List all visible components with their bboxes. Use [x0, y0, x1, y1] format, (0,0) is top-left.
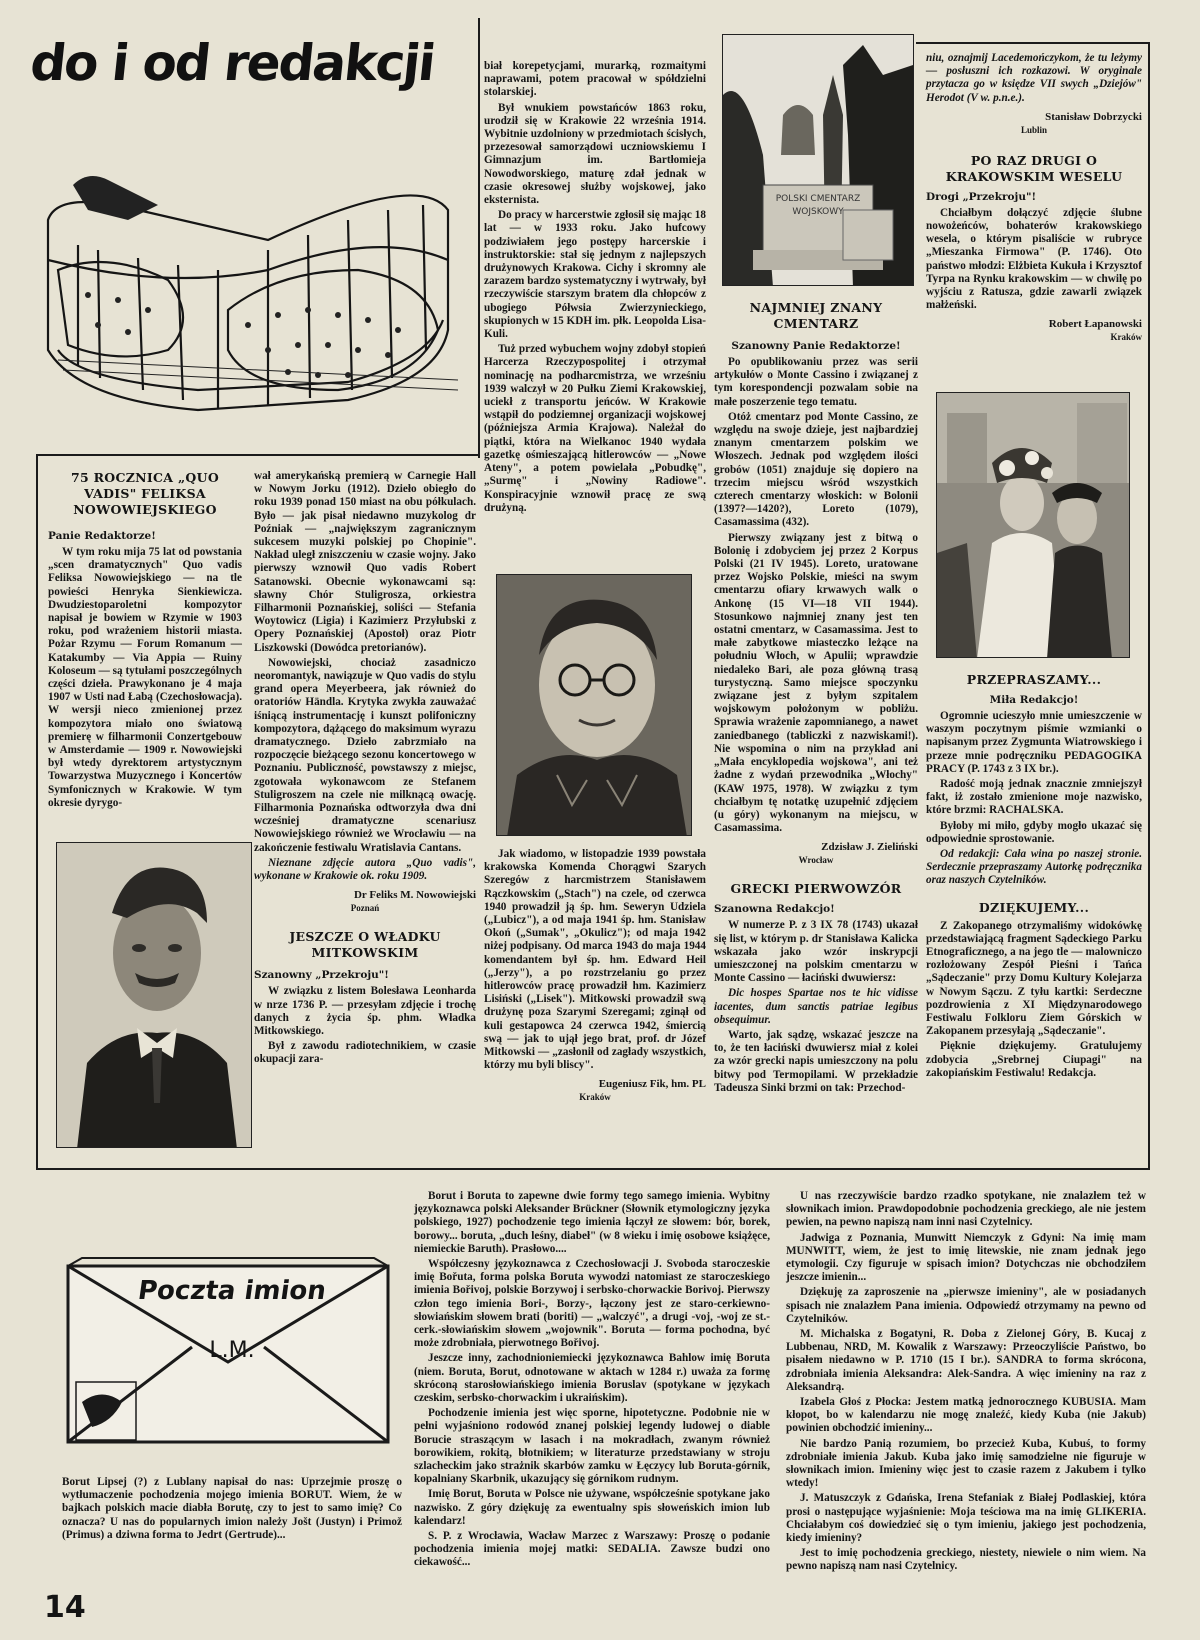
poczta-col3-p3: Dziękuję za zaproszenie na „pierwsze imieniny", ale w posiadanych spisach nie znalazłem Pana imienia. Odpowiedź otrzymamy na pewno od Czytelników. — [786, 1286, 1146, 1325]
poczta-col3-p7: J. Matuszczyk z Gdańska, Irena Stefaniak z Białej Podlaskiej, która prosi o następujące wyjaśnienie: Moja teściowa ma na imię GLIKERIA. Chciałabym coś dowiedzieć się o tym imieniu, jakiego jest pochodzenia, kiedy imieniny? — [786, 1492, 1146, 1545]
quo-vadis-text-cont: wał amerykańską premierą w Carnegie Hall w Nowym Jorku (1912). Dzieło obiegło do roku 1939 ponad 150 miast na obu półkulach. Było — jak pisał niedawno muzykolog dr Poźniak — „największym zagranicznym sukcesem muzyki polskiej po Chopinie". Nakład uległ zniszczeniu w czasie wojny. Jako pierwszy wznowił Quo vadis Robert Satanowski. Obecnie wykonawcami są: sławny Chór Stuligrosza, orkiestra Filharmonii Poznańskiej, soliści — Stefania Woytowicz (Ligia) i Kazimierz Przyłubski z Opery Poznańskiej (Apostoł) oraz Piotr Liszkowski (Dowódca pretorianów). — [254, 470, 476, 654]
poczta-col3-p2: Jadwiga z Poznania, Munwitt Niemczyk z Gdyni: Na imię mam MUNWITT, wiem, że jest to imię litewskie, nie znam jednak jego etymologii. Czy figuruje w spisach imion? Dotychczas nie obchodziłem jeszcze imienin... — [786, 1231, 1146, 1284]
cemetery-city: Wrocław — [798, 855, 834, 866]
poczta-col2-p6: S. P. z Wrocławia, Wacław Marzec z Warszawy: Proszę o podanie pochodzenia imienia mojej matki: SEDALIA. Zawsze budzi ono ciekawość... — [414, 1530, 770, 1569]
grecki-heading: GRECKI PIERWOWZÓR — [730, 881, 902, 897]
dziekujemy-p1: Z Zakopanego otrzymaliśmy widokówkę przedstawiającą fragment Sądeckiego Parku Etnograficznego, a na jego tle — malowniczo rozłożowany Zespół Pieśni i Tańca „Sądeczanie" przy Domu Kultury Kolejarza w Nowym Sączu. Z tyłu kartki: Serdeczne pozdrowienia z XI Międzynarodowego Festiwalu Folkloru Ziem Górskich w Zakopanem przesyłają „Sądeczanie". — [926, 919, 1142, 1038]
poczta-imion-logo — [62, 1252, 394, 1452]
przepraszamy-heading: PRZEPRASZAMY... — [966, 672, 1102, 687]
quo-vadis-heading: 75 ROCZNICA „QUO VADIS" FELIKSA NOWOWIEJSKIEGO — [70, 470, 220, 517]
mitkowski-cont-c: Do pracy w harcerstwie zgłosił się mając 18 lat — w 1933 roku. Jako hufcowy podziwiałem jego postępy harcerskie i instruktorskie: stał się jednym z najlepszych drużynowych Krakowa. Cichy i skromny ale zarazem bardzo systematyczny i wytrwały, był rzeczywiście starszym bratem dla chłopców z ubogiego Półwsia Zwierzynieckiego, skupionych w 15 KDH im. płk. Leopolda Lisa-Kuli. — [484, 209, 706, 341]
poczta-col3-p6: Nie bardzo Panią rozumiem, bo przecież Kuba, Kubuś, to formy zdrobniałe imienia Jakub. Kuba jako imię samodzielne nie figuruje w słownikach imion. Imieniny więc jest to czasie razem z Jakubem i tylko wtedy! — [786, 1437, 1146, 1490]
mitkowski-photo — [496, 574, 692, 836]
quo-vadis-signature: Dr Feliks M. Nowowiejski — [353, 889, 476, 902]
mitkowski-signature: Eugeniusz Fik, hm. PL — [598, 1078, 706, 1091]
quo-vadis-city: Poznań — [350, 903, 380, 914]
wesele-signature: Robert Łapanowski — [1048, 318, 1142, 331]
wesele-heading: PO RAZ DRUGI O KRAKOWSKIM WESELU — [945, 152, 1123, 184]
grecki-quote: Dic hospes Spartae nos te hic vidisse iacentes, dum sanctis patriae legibus obsequimur. — [714, 987, 918, 1026]
przepraszamy-salutation: Miła Redakcjo! — [989, 694, 1079, 706]
przepraszamy-p4: Od redakcji: Cała wina po naszej stronie. Serdecznie przepraszamy Autorkę podręcznika oraz naszych Czytelników. — [926, 848, 1142, 887]
mitkowski-salutation: Szanowny „Przekroju"! — [254, 969, 389, 982]
mitkowski-cont-e: Jak wiadomo, w listopadzie 1939 powstała krakowska Komenda Chorągwi Szarych Szeregów z harcmistrzem Stanisławem Rączkowskim („Stach") na czele, od czerwca 1940 prowadził ją śp. hm. Seweryn Udziela („Lubicz"), a od maja 1941 śp. hm. Stanisław Okoń („Sumak", „Okulicz"); od maja 1942 niżej podpisany. Od marca 1943 do maja 1944 komendantem był śp. hm. Edward Heil („Jerzy"), a po rozstrzelaniu go przez hitlerowców pracę prowadził hm. Kazimierz Lisiński („Lisek"). Mitkowski prowadził swą drużynę poza Szarymi Szeregami; zginął od kuli gestapowca 24 czerwca 1942, śmiercią swą — jak to ujął jego brat, prof. dr Józef Mitkowski — „zasłonił od zagłady wszystkich, którzy mu byli bliscy". — [484, 848, 706, 1072]
section-title: do i od redakcji — [27, 34, 437, 92]
przepraszamy-p1: Ogromnie ucieszyło mnie umieszczenie w waszym poczytnym piśmie wzmianki o napisanym przez Zygmunta Wiatrowskiego i przeze mnie podręczniku PEDAGOGIKA PRACY (P. 1743 z 3 IX br.). — [926, 710, 1142, 775]
grecki-signature: Stanisław Dobrzycki — [1045, 110, 1142, 123]
grecki-salutation: Szanowna Redakcjo! — [714, 903, 835, 916]
poczta-col3-p8: Jest to imię pochodzenia greckiego, niestety, niewiele o nim wiem. Na pewno napiszą nam nasi Czytelnicy. — [786, 1547, 1146, 1573]
nowowiejski-portrait — [56, 842, 252, 1148]
quo-vadis-text: W tym roku mija 75 lat od powstania „scen dramatycznych" Quo vadis Feliksa Nowowiejskiego — na tle powieści Henryka Sienkiewicza. Dwudziestoparoletni kompozytor napisał je bowiem w Rzymie w 1903 roku, pod wrażeniem historii miasta. Pożar Rzymu — Forum Romanum — Katakumby — Via Appia — Ruiny Koloseum — są tytułami poszczególnych części dzieła. Prawykonano je 4 maja 1907 w Usti nad Łabą (Czechosłowacja). W wersji nieco zmienionej przez kompozytora miało ono światową premierę w filharmonii Conzertgebouw w Amsterdamie — 1909 r. Nowowiejski był wtedy dyrektorem artystycznym Towarzystwa Muzycznego i Koncertów Symfonicznych w Krakowie. W tym okresie dyrygo- — [48, 546, 242, 809]
wedding-photo — [936, 392, 1130, 658]
dziekujemy-heading: DZIĘKUJEMY... — [978, 899, 1090, 915]
cemetery-photo — [722, 34, 914, 286]
grecki-cont: niu, oznajmij Lacedemończykom, że tu leżymy — posłuszni ich rozkazowi. W oryginale przytacza go w księdze VII swych „Dziejów" Herodot (V w. p.n.e.). — [926, 52, 1142, 104]
cemetery-sign-text: POLSKI CMENTARZ WOJSKOWY — [775, 194, 861, 217]
cemetery-p2: Otóż cmentarz pod Monte Cassino, ze względu na swoje dzieje, jest najbardziej znanym cmentarzem polskim we Włoszech. Jednak pod względem ilości grobów (1051) znajduje się dopiero na trzecim miejscu wśród wszystkich czterech cmentarzy włoskich: w Bolonii (1397?—1420?), Loreto (1079), Casamassima (432). — [714, 410, 918, 529]
poczta-col2-p2: Współczesny językoznawca z Czechosłowacji J. Svoboda staroczeskie imię Bořuta, forma polska Boruta wywodzi natomiast ze staroczeskiego imienia Bořivoj, polskie Borzywoj i serbsko-chorwackie Borivoj. Pierwszy człon tego imienia Bori-, Borzy-, łączony jest ze staro-cerkiewno-słowiańskim słowem brati (boriti) — „walczyć", a drugi -voj, -woj ze st.-cerk.-słowiańskim słowem „wojownik". Boruta — forma pochodna, być może zdrobniała, pierwotnego Bořivoj. — [414, 1258, 770, 1350]
poczta-col2-p1: Borut i Boruta to zapewne dwie formy tego samego imienia. Wybitny językoznawca polski Aleksander Brückner (Słownik etymologiczny języka polskiego, 1927) pochodzenie tego imienia łączył ze słowem: bór, borek, borowy... boruta, „duch leśny, diabeł" (w 8 wieku i imię osobowe książęce, niemieckie Baruth). Prasłowo.... — [414, 1190, 770, 1255]
grecki-p2: Warto, jak sądzę, wskazać jeszcze na to, że ten łaciński dwuwiersz miał z kolei za wzór grecki napis umieszczony na polu bitwy pod Termopilami. W przekładzie Tadeusza Sinki brzmi on tak: Przechod- — [714, 1028, 918, 1094]
cemetery-salutation: Szanowny Panie Redaktorze! — [731, 340, 901, 352]
cemetery-p3: Pierwszy związany jest z bitwą o Bolonię i zdobyciem jej przez 2 Korpus Polski (21 IV 1945). Loreto, uratowane przez Wojsko Polskie, mieści na swym cmentarzu ofiary krwawych walk o Ankonę (15 VI—18 VII 1944). Stosunkowo najmniej znany jest ten ostatni cmentarz, w Casamassima. Jest to małe zabytkowe miasteczko leżące na południu Włoch, w Apulii; wprawdzie niedaleko Bari, ale poza główną trasą turystyczną. Samo miejsce spoczynku związane jest z byłym szpitalem wojskowym położonym w pobliżu. Sprawia wrażenie zapomnianego, a nawet zaniedbanego (tabliczki z nazwiskami!). Nie wspomina o nim na przykład ani „Mała encyklopedia wojskowa", ani też żadne z wydań przewodnika „Włochy" (KAW 1975, 1978). W związku z tym chciałbym tę notatkę uzupełnić zdjęciem (u góry) wykonanym na miejscu, w Casamassima. — [714, 531, 918, 835]
przepraszamy-p3: Byłoby mi miło, gdyby mogło ukazać się odpowiednie sprostowanie. — [926, 819, 1142, 845]
mitkowski-cont-a: biał korepetycjami, murarką, rozmaitymi naprawami, potem pracował w spółdzielni stolarskiej. — [484, 60, 706, 99]
quo-vadis-salutation: Panie Redaktorze! — [48, 530, 156, 542]
poczta-col3-p5: Izabela Głoś z Płocka: Jestem matką jednorocznego KUBUSIA. Mam kłopot, bo w kalendarzu nie mogę znaleźć, kiedy Kuba (nie Jakub) powinien obchodzić imieniny... — [786, 1396, 1146, 1435]
cemetery-signature: Zdzisław J. Zieliński — [821, 841, 918, 854]
przepraszamy-p2: Radość moją jednak znacznie zmniejszył fakt, iż zostało zmienione moje nazwisko, które brzmi: RACHALSKA. — [926, 778, 1142, 817]
playpen-illustration — [18, 150, 458, 430]
poczta-letter-borut: Borut Lipsej (?) z Lublany napisał do nas: Uprzejmie proszę o wytłumaczenie pochodzenia mojego imienia BORUT. Wiem, że w bajkach polskich macie diabła Borutę, czy to jest to samo imię? Co oznacza? U nas do popularnych imion należy Jošt (Justyn) i Primož (Primus) a dziwna forma to Jedrt (Gertrude)... — [62, 1476, 402, 1541]
wesele-city: Kraków — [1110, 332, 1142, 343]
wesele-salutation: Drogi „Przekroju"! — [926, 190, 1037, 203]
cemetery-heading: NAJMNIEJ ZNANY CMENTARZ — [749, 300, 883, 331]
poczta-col3-p1: U nas rzeczywiście bardzo rzadko spotykane, nie znalazłem też w słownikach imion. Prawdopodobnie pochodzenia greckiego, ale nie jestem pewien, na pewno napiszą nam inni nasi Czytelnicy. — [786, 1190, 1146, 1229]
grecki-p1: W numerze P. z 3 IX 78 (1743) ukazał się list, w którym p. dr Stanisława Kalicka wskazała jako wzór inskrypcji umieszczonej na polskim cmentarzu w Monte Cassino — łaciński dwuwiersz: — [714, 919, 918, 985]
mitkowski-heading: JESZCZE O WŁADKU MITKOWSKIM — [289, 929, 441, 961]
poczta-col2-p4: Pochodzenie imienia jest więc sporne, hipotetyczne. Podobnie nie w pełni wyjaśniono rodowód znanej polskiej legendy ludowej o diable Borucie straszącym w lasach i na mokradłach, zwanym również borowikiem, rokitą, błotnikiem; w literaturze przedstawiany w stroju szlacheckim jako strażnik skarbów zamku w Łęczycy lub Boruta-górnik, kopalniany Skarbnik, ukazujący się górnikom rudnym. — [414, 1407, 770, 1486]
poczta-col2-p3: Jeszcze inny, zachodnioniemiecki językoznawca Bahlow imię Boruta (niem. Boruta, Borut, odnotowane w aktach w 1284 r.) uważa za formę skróconą starosłowiańskiego imienia Boruslav (spotykane w językach czeskim, serbsko-chorwackim i ukraińskim). — [414, 1352, 770, 1405]
page-number: 14 — [44, 1590, 86, 1625]
poczta-col2-p5: Imię Borut, Boruta w Polsce nie używane, współcześnie spotykane jako nazwisko. Z góry dziękuję za ewentualny spis słoweńskich imion lub kalendarz! — [414, 1488, 770, 1527]
poczta-imion-initials: L.M. — [209, 1338, 255, 1363]
mitkowski-cont-b: Był wnukiem powstańców 1863 roku, urodził się w Krakowie 22 września 1914. Wybitnie uzdolniony w przedmiotach ścisłych, przezesował samorządowi uczniowskiemu I Gimnazjum im. Bartłomieja Nowodworskiego, maturę zdał jednak w czasie okresowej służby wojskowej, jako eksternista. — [484, 101, 706, 207]
grecki-city: Lublin — [1020, 124, 1048, 135]
quo-vadis-caption: Nieznane zdjęcie autora „Quo vadis", wykonane w Krakowie ok. roku 1909. — [254, 856, 476, 883]
poczta-col3-p4: M. Michalska z Bogatyni, R. Doba z Zielonej Góry, B. Kucaj z Lubbenau, NRD, M. Kowalik z Warszawy: Przeoczyliście Państwo, bo pisałem niedawno w P. 1710 (15 I br.). SANDRA to forma skrócona, zdrobniała imienia Aleksandra: Alek-Sandra. A więc imieniny na raz z Aleksandrą. — [786, 1328, 1146, 1393]
dziekujemy-p2: Pięknie dziękujemy. Gratulujemy zdobycia „Srebrnej Ciupagi" na zakopiańskim Festiwalu! Redakcja. — [926, 1040, 1142, 1079]
quo-vadis-text-cont2: Nowowiejski, chociaż zasadniczo neoromantyk, nawiązuje w Quo vadis do stylu grand opera Meyerbeera, jak również do oratoriów Händla. Krytyka zwykła zauważać iśniącą instrumentację i kunszt polifoniczny kompozytora, dążącego do maksimum wyrazu dramatycznego. Dzieło zabrzmiało na rozpoczęcie bieżącego sezonu koncertowego w Poznaniu. Publiczność, powstawszy z miejsc, zgotowała wykonawcom ze Stefanem Stuligroszem na czele nie milknącą owację. Filharmonia Poznańska odtworzyła dwa dni wcześniej dramatyczne scenariusz Nowowiejskiego również we Wrocławiu — na zakończenie festiwalu Wratislavia Cantans. — [254, 656, 476, 854]
mitkowski-text: W związku z listem Bolesława Leonharda w nrze 1736 P. — przesyłam zdjęcie i trochę danych z życia śp. phm. Władka Mitkowskiego. — [254, 985, 476, 1037]
cemetery-p1: Po opublikowaniu przez was serii artykułów o Monte Cassino i związanej z tym korespondencji pozwalam sobie na małe poszerzenie tego tematu. — [714, 356, 918, 408]
mitkowski-text-2: Był z zawodu radiotechnikiem, w czasie okupacji zara- — [254, 1040, 476, 1066]
mitkowski-city: Kraków — [579, 1092, 611, 1103]
poczta-imion-title: Poczta imion — [136, 1276, 328, 1306]
mitkowski-cont-d: Tuż przed wybuchem wojny zdobył stopień Harcerza Rzeczypospolitej i otrzymał nominację na podharcmistrza, we wrześniu 1939 walczył w 20 Pułku Ziemi Krakowskiej, uciekł z transportu jeńców. W Krakowie wstąpił do podziemnej organizacji wojskowej (późniejsza Armia Krajowa). Należał do piątki, która na Wielkanoc 1940 wydała gazetkę ośmieszającą hitlerowców — „Nowe Ateny", a potem powielała „Pobudkę", „Surmę" i „Nowiny Radiowe". Konspiracyjnie wznowił pracę ze swą drużyną. — [484, 343, 706, 514]
wesele-text: Chciałbym dołączyć zdjęcie ślubne nowożeńców, bohaterów krakowskiego wesela, o którym pisaliście w rubryce „Mieszanka Firmowa" (P. 1746). Oto państwo młodzi: Elżbieta Kukuła i Krzysztof Tyrpa na Rynku krakowskim — w chwilę po wyjściu z Ratusza, gdzie zawarli związek małżeński. — [926, 206, 1142, 312]
